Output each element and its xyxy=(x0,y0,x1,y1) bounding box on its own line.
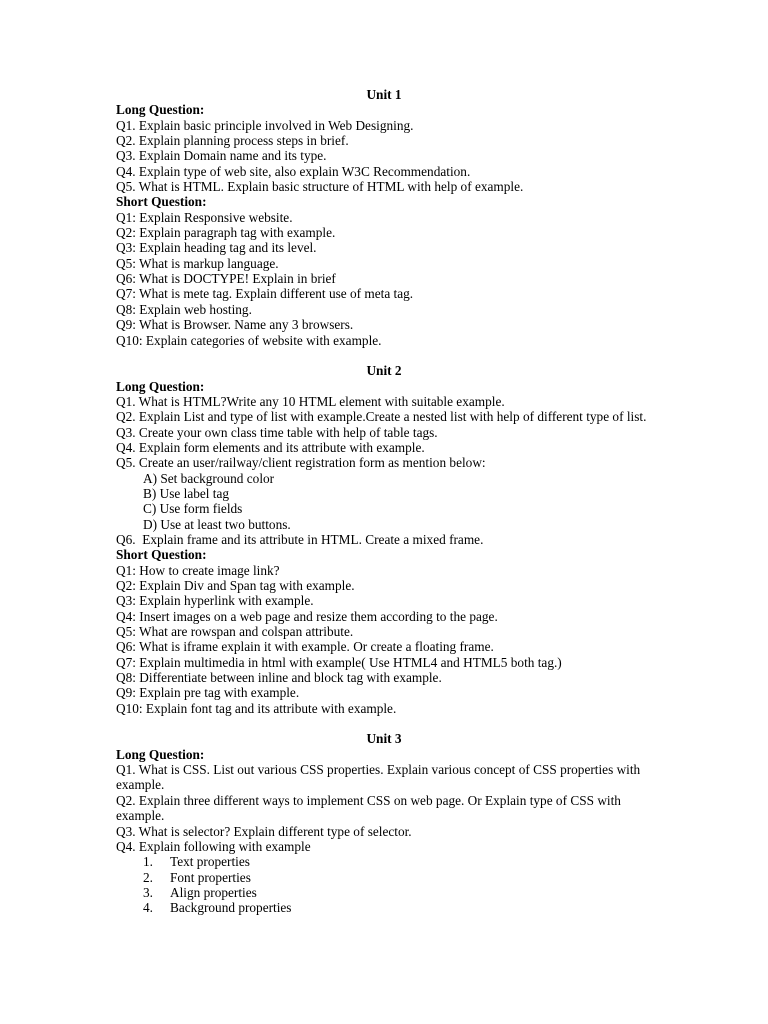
question-item: Q7: What is mete tag. Explain different use of meta tag. xyxy=(116,286,414,302)
unit-title: Unit 1 xyxy=(366,87,402,102)
item-text: Align properties xyxy=(170,884,257,900)
question-item: Q1: Explain Responsive website. xyxy=(116,209,293,225)
question-item: Q1. Explain basic principle involved in Web Designing. xyxy=(116,117,414,133)
question-item: Q2. Explain three different ways to implement CSS on web page. Or Explain type of CSS with example. xyxy=(116,792,621,824)
question-item: Q8: Differentiate between inline and block tag with example. xyxy=(116,670,442,686)
question-item: Q3. Explain Domain name and its type. xyxy=(116,148,327,164)
item-text: Font properties xyxy=(170,869,251,885)
long-question-heading: Long Question: xyxy=(116,746,205,762)
sub-item: B) Use label tag xyxy=(143,485,230,501)
question-item: Q3. Create your own class time table with help of table tags. xyxy=(116,424,438,440)
sub-item: D) Use at least two buttons. xyxy=(143,516,291,532)
unit-title: Unit 3 xyxy=(366,731,402,747)
short-question-heading: Short Question: xyxy=(116,547,207,563)
sub-item: A) Set background color xyxy=(143,470,275,486)
question-item: Q6. Explain frame and its attribute in HTML. Create a mixed frame. xyxy=(116,531,484,547)
sub-item: C) Use form fields xyxy=(143,501,243,517)
item-number: 3. xyxy=(143,884,153,900)
item-text: Background properties xyxy=(170,900,292,916)
long-question-heading: Long Question: xyxy=(116,378,205,394)
question-item: Q4. Explain form elements and its attribute with example. xyxy=(116,439,425,455)
short-question-heading: Short Question: xyxy=(116,194,207,210)
question-item: Q3: Explain heading tag and its level. xyxy=(116,240,317,256)
question-item: Q3. What is selector? Explain different type of selector. xyxy=(116,823,412,839)
question-item: Q4. Explain following with example xyxy=(116,838,311,854)
unit-title: Unit 2 xyxy=(366,363,402,379)
question-item: Q7: Explain multimedia in html with example( Use HTML4 and HTML5 both tag.) xyxy=(116,654,562,670)
long-question-heading: Long Question: xyxy=(116,102,205,118)
question-item: Q1: How to create image link? xyxy=(116,562,280,578)
question-item: Q6: What is iframe explain it with example. Or create a floating frame. xyxy=(116,639,494,655)
question-item: Q4. Explain type of web site, also explain W3C Recommendation. xyxy=(116,163,471,179)
question-item: Q1. What is HTML?Write any 10 HTML element with suitable example. xyxy=(116,393,505,409)
question-item: Q5: What are rowspan and colspan attribute. xyxy=(116,624,354,640)
question-item: Q10: Explain font tag and its attribute with example. xyxy=(116,700,397,716)
question-item: Q9: Explain pre tag with example. xyxy=(116,685,300,701)
unit-1-section xyxy=(116,87,656,348)
unit-2-section xyxy=(116,363,656,716)
numbered-item xyxy=(116,900,656,915)
document-page xyxy=(116,87,656,916)
unit-3-section xyxy=(116,731,656,915)
question-item: Q10: Explain categories of website with example. xyxy=(116,332,382,348)
question-item: Q5: What is markup language. xyxy=(116,255,279,271)
question-item: Q2: Explain paragraph tag with example. xyxy=(116,225,336,241)
question-item: Q8: Explain web hosting. xyxy=(116,301,252,317)
question-item: Q5. What is HTML. Explain basic structure of HTML with help of example. xyxy=(116,179,524,195)
question-item: Q6: What is DOCTYPE! Explain in brief xyxy=(116,271,336,287)
question-item: Q2: Explain Div and Span tag with example. xyxy=(116,578,355,593)
spacer xyxy=(116,716,656,731)
item-number: 1. xyxy=(143,854,153,870)
numbered-item xyxy=(116,854,656,869)
question-item: Q2. Explain List and type of list with example.Create a nested list with help of different type of list. xyxy=(116,409,647,425)
numbered-item xyxy=(116,885,656,900)
numbered-item xyxy=(116,870,656,885)
item-number: 2. xyxy=(143,869,153,885)
question-item: Q1. What is CSS. List out various CSS properties. Explain various concept of CSS properties with example. xyxy=(116,762,641,793)
item-text: Text properties xyxy=(170,854,250,870)
question-item: Q9: What is Browser. Name any 3 browsers. xyxy=(116,317,354,333)
question-item: Q4: Insert images on a web page and resize them according to the page. xyxy=(116,608,498,624)
spacer xyxy=(116,348,656,363)
question-item: Q2. Explain planning process steps in brief. xyxy=(116,133,349,149)
question-item: Q3: Explain hyperlink with example. xyxy=(116,593,314,609)
item-number: 4. xyxy=(143,900,153,916)
question-item: Q5. Create an user/railway/client registration form as mention below: xyxy=(116,455,486,471)
